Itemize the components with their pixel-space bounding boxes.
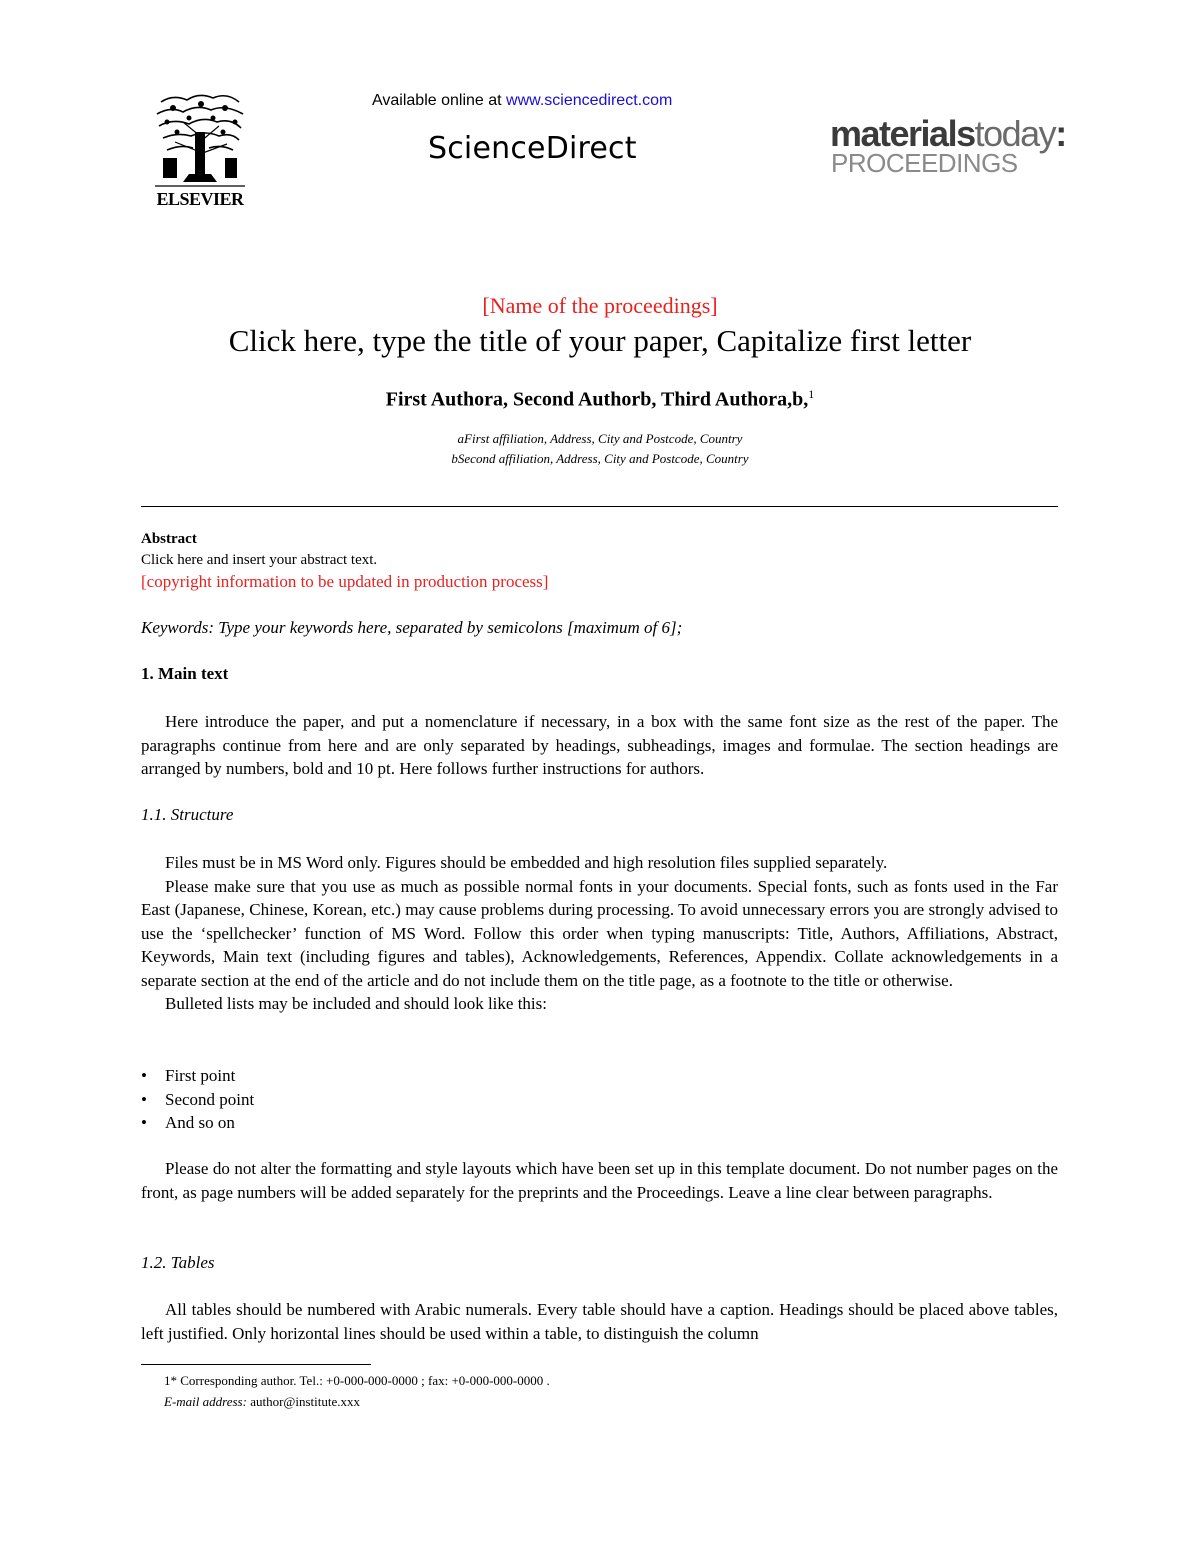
footnote-corresponding-author: 1* Corresponding author. Tel.: +0-000-000-0000 ; fax: +0-000-000-0000 . bbox=[164, 1373, 550, 1388]
email-value: author@institute.xxx bbox=[246, 1394, 361, 1409]
copyright-note: [copyright information to be updated in production process] bbox=[141, 572, 549, 591]
journal-logo-bold: materials bbox=[830, 113, 975, 154]
list-item bbox=[141, 1088, 1058, 1112]
bullet-icon: • bbox=[141, 1113, 147, 1132]
tables-paragraph: All tables should be numbered with Arabic numerals. Every table should have a caption. Headings should be placed above tables, left justified. Only horizontal lines should be used within a table, to distinguish the column bbox=[141, 1300, 1058, 1343]
available-prefix: Available online at bbox=[372, 92, 507, 109]
journal-logo-colon: : bbox=[1055, 113, 1066, 154]
formatting-paragraph: Please do not alter the formatting and style layouts which have been set up in this template document. Do not number pages on the front, as page numbers will be added separately for the preprints and the Proceedings. Leave a line clear between paragraphs. bbox=[141, 1159, 1058, 1202]
list-item bbox=[141, 1111, 1058, 1135]
available-online-line bbox=[372, 92, 672, 110]
main-text-paragraph: Here introduce the paper, and put a nomenclature if necessary, in a box with the same font size as the rest of the paper. The paragraphs continue from here and are only separated by headings, subheadings, images and formulae. The section headings are arranged by numbers, bold and 10 pt. Here follows further instructions for authors. bbox=[141, 712, 1058, 778]
paper-title[interactable]: Click here, type the title of your paper, Capitalize first letter bbox=[228, 323, 972, 358]
list-item-text: Second point bbox=[165, 1089, 255, 1109]
elsevier-tree-icon bbox=[153, 92, 247, 188]
materials-today-logo bbox=[830, 113, 1066, 186]
publisher-logo-text: ELSEVIER bbox=[156, 189, 244, 209]
footnote-divider bbox=[141, 1364, 371, 1365]
footnote-email bbox=[164, 1394, 360, 1410]
author-list[interactable] bbox=[0, 387, 1200, 412]
section-heading-main-text: 1. Main text bbox=[141, 664, 229, 683]
elsevier-logo bbox=[150, 92, 250, 212]
page-header bbox=[0, 0, 1200, 230]
journal-logo-line1 bbox=[830, 113, 1066, 154]
structure-paragraphs bbox=[141, 851, 1058, 1016]
bullet-icon: • bbox=[141, 1089, 147, 1109]
sciencedirect-link[interactable]: www.sciencedirect.com bbox=[506, 92, 673, 109]
list-item bbox=[141, 1064, 1058, 1088]
journal-logo-line2: PROCEEDINGS bbox=[831, 148, 1018, 178]
authors-footnote-mark: 1 bbox=[808, 387, 815, 401]
structure-paragraph-3: Bulleted lists may be included and should look like this: bbox=[165, 994, 547, 1013]
authors-text: First Authora, Second Authorb, Third Authora,b, bbox=[385, 388, 809, 411]
email-label: E-mail address: bbox=[164, 1394, 247, 1409]
abstract-text[interactable]: Click here and insert your abstract text. bbox=[141, 552, 378, 568]
header-divider bbox=[141, 506, 1058, 507]
journal-logo-light: today bbox=[974, 113, 1056, 154]
subsection-heading-tables: 1.2. Tables bbox=[141, 1253, 215, 1272]
proceedings-name[interactable]: [Name of the proceedings] bbox=[482, 293, 718, 318]
keywords-line[interactable]: Keywords: Type your keywords here, separated by semicolons [maximum of 6]; bbox=[141, 618, 683, 637]
bullet-list bbox=[141, 1064, 1058, 1135]
structure-paragraph-1: Files must be in MS Word only. Figures should be embedded and high resolution files supplied separately. bbox=[165, 853, 888, 872]
affiliation-a[interactable]: aFirst affiliation, Address, City and Postcode, Country bbox=[457, 431, 743, 446]
bullet-icon: • bbox=[141, 1066, 147, 1085]
structure-paragraph-2: Please make sure that you use as much as possible normal fonts in your documents. Special fonts, such as fonts used in the Far East (Japanese, Chinese, Korean, etc.) may cause problems during processing. To avoid unnecessary errors you are strongly advised to use the ‘spellchecker’ function of MS Word. Follow this order when typing manuscripts: Title, Authors, Affiliations, Abstract, Keywords, Main text (including figures and tables), Acknowledgements, References, Appendix. Collate acknowledgements in a separate section at the end of the article and do not include them on the title page, as a footnote to the title or otherwise. bbox=[141, 876, 1058, 990]
affiliation-b[interactable]: bSecond affiliation, Address, City and Postcode, Country bbox=[451, 451, 749, 466]
list-item-text: First point bbox=[165, 1066, 236, 1085]
abstract-heading: Abstract bbox=[141, 531, 197, 547]
list-item-text: And so on bbox=[165, 1113, 235, 1132]
subsection-heading-structure: 1.1. Structure bbox=[141, 805, 234, 824]
platform-name: ScienceDirect bbox=[428, 131, 637, 166]
